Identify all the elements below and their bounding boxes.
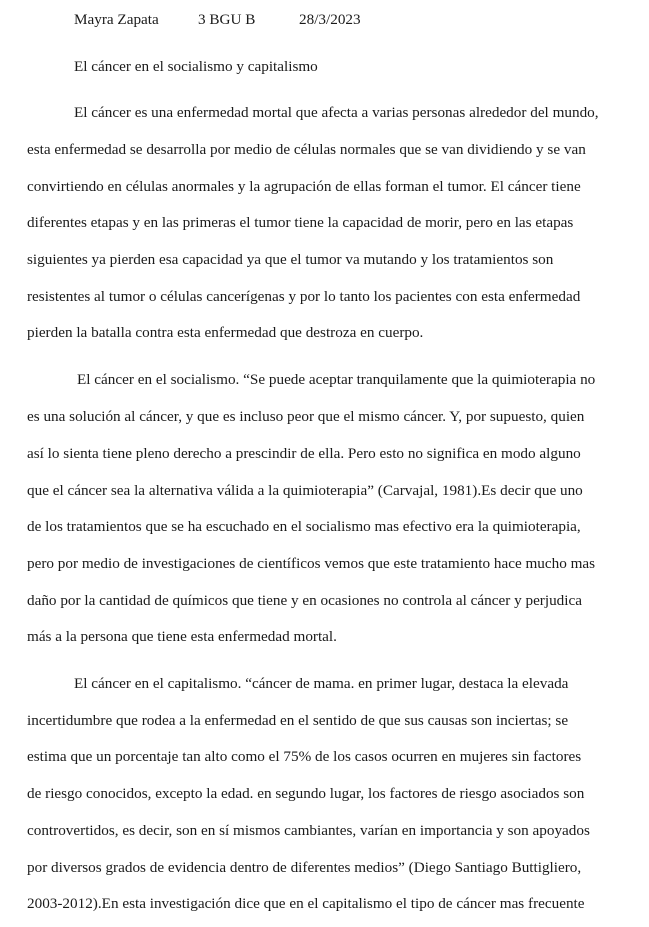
paragraph-line: pero por medio de investigaciones de científicos vemos que este tratamiento hace mucho mas bbox=[27, 555, 596, 572]
paragraph-line: así lo sienta tiene pleno derecho a prescindir de ella. Pero esto no significa en modo alguno bbox=[27, 445, 581, 462]
paragraph-line: El cáncer es una enfermedad mortal que afecta a varias personas alrededor del mundo, bbox=[74, 104, 599, 121]
paragraph-line: estima que un porcentaje tan alto como el 75% de los casos ocurren en mujeres sin factores bbox=[27, 748, 582, 765]
paragraph-line: diferentes etapas y en las primeras el tumor tiene la capacidad de morir, pero en las etapas bbox=[27, 214, 574, 231]
paragraph-line: 2003-2012).En esta investigación dice que en el capitalismo el tipo de cáncer mas frecuente bbox=[27, 895, 585, 912]
paragraph-line: daño por la cantidad de químicos que tiene y en ocasiones no controla al cáncer y perjudica bbox=[27, 592, 582, 609]
paragraph-line: El cáncer en el socialismo. “Se puede aceptar tranquilamente que la quimioterapia no bbox=[77, 371, 596, 388]
paragraph-line: El cáncer en el capitalismo. “cáncer de mama. en primer lugar, destaca la elevada bbox=[74, 675, 569, 692]
header-date: 28/3/2023 bbox=[299, 11, 361, 28]
paragraph-line: siguientes ya pierden esa capacidad ya que el tumor va mutando y los tratamientos son bbox=[27, 251, 554, 268]
paragraph-line: que el cáncer sea la alternativa válida a la quimioterapia” (Carvajal, 1981).Es decir que uno bbox=[27, 482, 583, 499]
paragraph-line: incertidumbre que rodea a la enfermedad en el sentido de que sus causas son inciertas; se bbox=[27, 712, 569, 729]
paragraph-line: controvertidos, es decir, son en sí mismos cambiantes, varían en importancia y son apoyados bbox=[27, 822, 590, 839]
header bbox=[0, 10, 649, 30]
paragraph-line: de riesgo conocidos, excepto la edad. en segundo lugar, los factores de riesgo asociados son bbox=[27, 785, 585, 802]
header-course: 3 BGU B bbox=[198, 11, 256, 28]
paragraph-line: esta enfermedad se desarrolla por medio de células normales que se van dividiendo y se van bbox=[27, 141, 586, 158]
paragraph-line: pierden la batalla contra esta enfermedad que destroza en cuerpo. bbox=[27, 324, 424, 341]
paragraph-line: convirtiendo en células anormales y la agrupación de ellas forman el tumor. El cáncer tiene bbox=[27, 178, 581, 195]
paragraph-line: más a la persona que tiene esta enfermedad mortal. bbox=[27, 628, 337, 645]
header-author: Mayra Zapata bbox=[74, 11, 159, 28]
paragraph-line: resistentes al tumor o células cancerígenas y por lo tanto los pacientes con esta enfermedad bbox=[27, 288, 581, 305]
paragraph-line: de los tratamientos que se ha escuchado en el socialismo mas efectivo era la quimioterapia, bbox=[27, 518, 581, 535]
paragraph-line: es una solución al cáncer, y que es incluso peor que el mismo cáncer. Y, por supuesto, quien bbox=[27, 408, 585, 425]
paragraph-line: por diversos grados de evidencia dentro de diferentes medios” (Diego Santiago Buttigliero, bbox=[27, 859, 582, 876]
document-title: El cáncer en el socialismo y capitalismo bbox=[74, 58, 318, 75]
